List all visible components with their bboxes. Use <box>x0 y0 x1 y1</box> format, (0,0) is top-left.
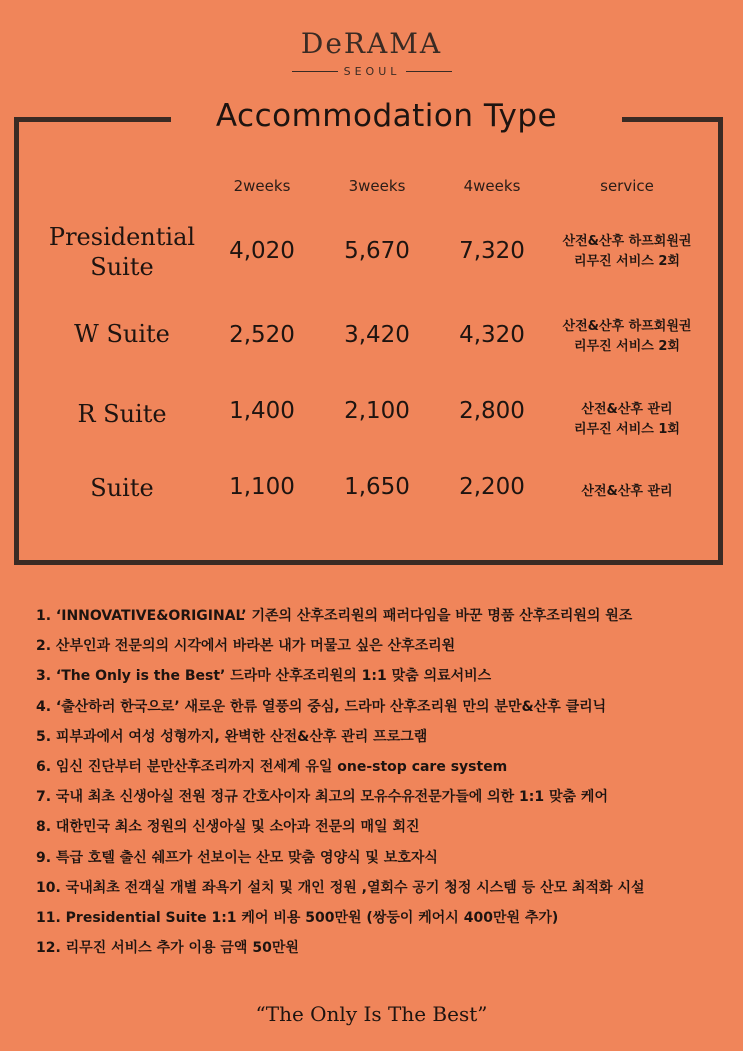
room-name: W Suite <box>74 320 170 348</box>
service-info: 산전&산후 관리 <box>581 484 673 499</box>
page-title: Accommodation Type <box>215 98 558 134</box>
col-header-3weeks: 3weeks <box>348 177 406 195</box>
price-4weeks: 2,200 <box>459 474 525 500</box>
service-info: 산전&산후 관리 리무진 서비스 1회 <box>573 402 680 437</box>
price-4weeks: 7,320 <box>459 238 525 264</box>
price-3weeks: 3,420 <box>344 322 410 348</box>
list-item: 10. 국내최초 전객실 개별 좌욕기 설치 및 개인 정원 ,열회수 공기 청정 시스템 등 산모 최적화 시설 <box>36 879 645 896</box>
list-item: 5. 피부과에서 여성 성형까지, 완벽한 산전&산후 관리 프로그램 <box>36 728 428 745</box>
price-4weeks: 4,320 <box>459 322 525 348</box>
price-2weeks: 1,100 <box>229 474 295 500</box>
price-3weeks: 5,670 <box>344 238 410 264</box>
list-item: 2. 산부인과 전문의의 시각에서 바라본 내가 머물고 싶은 산후조리원 <box>36 638 456 655</box>
list-item: 3. ‘The Only is the Best’ 드라마 산후조리원의 1:1 맞춤 의료서비스 <box>36 668 492 685</box>
list-item: 7. 국내 최초 신생아실 전원 정규 간호사이자 최고의 모유수유전문가들에 의한 1:1 맞춤 케어 <box>36 789 608 806</box>
list-item: 1. ‘INNOVATIVE&ORIGINAL’ 기존의 산후조리원의 패러다임을 바꾼 명품 산후조리원의 원조 <box>36 608 633 624</box>
list-item: 6. 임신 진단부터 분만산후조리까지 전세계 유일 one-stop care system <box>36 759 508 776</box>
col-header-2weeks: 2weeks <box>233 177 291 195</box>
col-header-service: service <box>600 177 654 195</box>
room-name: R Suite <box>77 400 167 428</box>
list-item: 8. 대한민국 최소 정원의 신생아실 및 소아과 전문의 매일 회진 <box>36 819 420 836</box>
slogan: “The Only Is The Best” <box>255 1002 488 1026</box>
list-item: 11. Presidential Suite 1:1 케어 비용 500만원 (쌍둥이 케어시 400만원 추가) <box>36 910 559 927</box>
service-info: 산전&산후 하프회원권 리무진 서비스 2회 <box>562 319 692 354</box>
service-info: 산전&산후 하프회원권 리무진 서비스 2회 <box>562 234 692 269</box>
list-item: 12. 리무진 서비스 추가 이용 금액 50만원 <box>36 940 299 957</box>
feature-list <box>36 601 726 963</box>
room-name: Suite <box>90 474 154 502</box>
price-2weeks: 2,520 <box>229 322 295 348</box>
price-3weeks: 2,100 <box>344 398 410 424</box>
price-2weeks: 1,400 <box>229 398 295 424</box>
col-header-4weeks: 4weeks <box>463 177 521 195</box>
price-2weeks: 4,020 <box>229 238 295 264</box>
list-item: 9. 특급 호텔 출신 쉐프가 선보이는 산모 맞춤 영양식 및 보호자식 <box>36 849 438 866</box>
brand-city: SEOUL <box>286 63 458 79</box>
brand-logo: DeRAMA <box>300 27 443 60</box>
price-4weeks: 2,800 <box>459 398 525 424</box>
price-3weeks: 1,650 <box>344 474 410 500</box>
list-item: 4. ‘출산하러 한국으로’ 새로운 한류 열풍의 중심, 드라마 산후조리원 만의 분만&산후 클리닉 <box>36 698 607 715</box>
room-name: Presidential Suite <box>48 223 196 281</box>
